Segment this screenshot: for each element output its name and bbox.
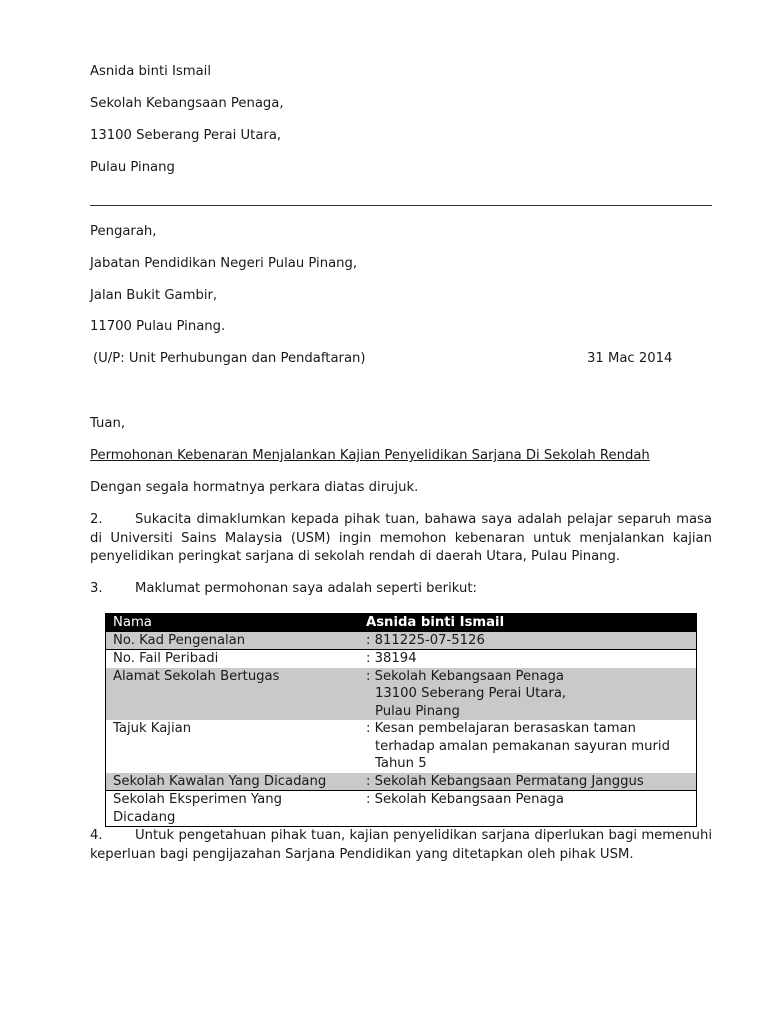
table-row — [106, 632, 697, 650]
sender-name: Asnida binti Ismail — [90, 64, 211, 79]
table-row — [106, 791, 697, 827]
recipient-org: Jabatan Pendidikan Negeri Pulau Pinang, — [90, 256, 358, 271]
address-line-2: 13100 Seberang Perai Utara, — [375, 686, 567, 701]
application-info-table — [105, 613, 697, 827]
ic-label: No. Kad Pengenalan — [106, 632, 360, 650]
recipient-attention: (U/P: Unit Perhubungan dan Pendaftaran) — [93, 351, 366, 366]
salutation: Tuan, — [90, 416, 126, 431]
sender-address-line-1: Sekolah Kebangsaan Penaga, — [90, 96, 284, 111]
research-title-line-1: : Kesan pembelajaran berasaskan taman — [366, 721, 636, 736]
address-line-3: Pulau Pinang — [375, 703, 460, 719]
control-school-label: Sekolah Kawalan Yang Dicadang — [106, 773, 360, 791]
paragraph-4-number: 4. — [90, 828, 103, 843]
research-title-value — [359, 720, 697, 773]
recipient-city: 11700 Pulau Pinang. — [90, 319, 226, 334]
control-school-value: : Sekolah Kebangsaan Permatang Janggus — [359, 773, 697, 791]
paragraph-2-number: 2. — [90, 512, 103, 527]
letter-date: 31 Mac 2014 — [587, 351, 673, 366]
table-row — [106, 773, 697, 791]
research-title-line-2: terhadap amalan pemakanan sayuran murid — [375, 738, 670, 754]
experiment-school-label-line-2: Dicadang — [113, 809, 176, 825]
experiment-school-label — [106, 791, 360, 827]
sender-address-line-3: Pulau Pinang — [90, 160, 175, 175]
paragraph-4-text: Untuk pengetahuan pihak tuan, kajian penyelidikan sarjana diperlukan bagi memenuhi keperluan bagi pengijazahan Sarjana Pendidikan yang ditetapkan oleh pihak USM. — [90, 828, 712, 862]
recipient-street: Jalan Bukit Gambir, — [90, 288, 218, 303]
file-value: : 38194 — [359, 650, 697, 668]
paragraph-3-number: 3. — [90, 581, 103, 596]
recipient-title: Pengarah, — [90, 224, 157, 239]
address-label: Alamat Sekolah Bertugas — [106, 668, 360, 721]
table-row — [106, 614, 697, 632]
address-line-1: : Sekolah Kebangsaan Penaga — [366, 668, 565, 684]
paragraph-4 — [90, 827, 712, 864]
paragraph-3-text: Maklumat permohonan saya adalah seperti berikut: — [135, 581, 477, 596]
divider-rule — [90, 205, 712, 206]
file-label: No. Fail Peribadi — [106, 650, 360, 668]
letter-subject: Permohonan Kebenaran Menjalankan Kajian Penyelidikan Sarjana Di Sekolah Rendah — [90, 448, 650, 463]
sender-address-line-2: 13100 Seberang Perai Utara, — [90, 128, 282, 143]
experiment-school-value: : Sekolah Kebangsaan Penaga — [359, 791, 697, 827]
opening-line: Dengan segala hormatnya perkara diatas dirujuk. — [90, 480, 419, 495]
experiment-school-label-line-1: Sekolah Eksperimen Yang — [113, 792, 282, 807]
address-value — [359, 668, 697, 721]
research-title-line-3: Tahun 5 — [375, 756, 427, 771]
paragraph-3 — [90, 580, 712, 599]
table-row — [106, 720, 697, 773]
table-row — [106, 668, 697, 721]
ic-value: : 811225-07-5126 — [359, 632, 697, 650]
paragraph-2 — [90, 511, 712, 567]
paragraph-2-text: Sukacita dimaklumkan kepada pihak tuan, bahawa saya adalah pelajar separuh masa di Universiti Sains Malaysia (USM) ingin memohon kebenaran untuk menjalankan kajian penyelidikan peringkat sarjana di sekolah rendah di daerah Utara, Pulau Pinang. — [90, 512, 712, 564]
research-title-label: Tajuk Kajian — [106, 720, 360, 773]
table-row — [106, 650, 697, 668]
table-header-value: Asnida binti Ismail — [359, 614, 697, 632]
table-header-label: Nama — [106, 614, 360, 632]
